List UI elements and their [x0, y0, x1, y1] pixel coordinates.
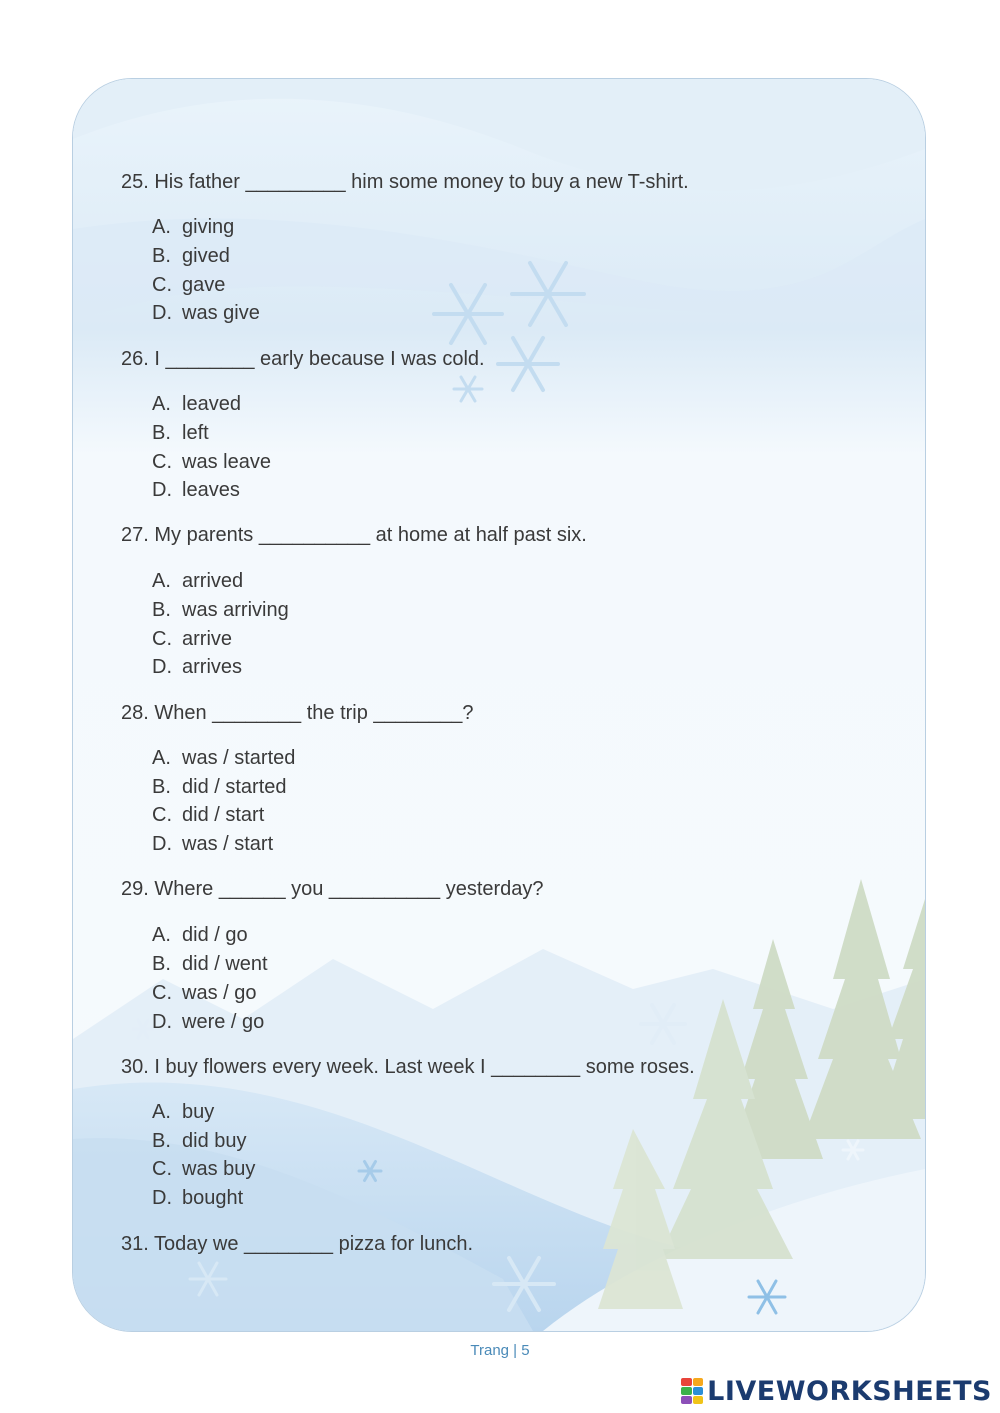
option-30-d[interactable]: D. bought: [152, 1187, 244, 1209]
option-28-d[interactable]: D. was / start: [152, 833, 274, 855]
option-29-c[interactable]: C. was / go: [152, 982, 257, 1004]
brand-name: LIVEWORKSHEETS: [707, 1375, 992, 1407]
option-25-a[interactable]: A. giving: [152, 216, 235, 238]
option-27-d[interactable]: D. arrives: [152, 656, 243, 678]
option-30-b[interactable]: B. did buy: [152, 1130, 247, 1152]
question-28: 28. When ________ the trip ________?: [121, 702, 474, 724]
option-25-d[interactable]: D. was give: [152, 302, 260, 324]
option-28-a[interactable]: A. was / started: [152, 747, 296, 769]
option-30-c[interactable]: C. was buy: [152, 1158, 256, 1180]
question-27: 27. My parents __________ at home at half past six.: [121, 524, 587, 546]
question-26: 26. I ________ early because I was cold.: [121, 348, 485, 370]
option-28-b[interactable]: B. did / started: [152, 776, 287, 798]
question-25: 25. His father _________ him some money to buy a new T-shirt.: [121, 171, 689, 193]
question-list: [73, 79, 925, 1331]
option-26-a[interactable]: A. leaved: [152, 393, 241, 415]
worksheet-card: [72, 78, 926, 1332]
liveworksheets-logo[interactable]: [681, 1374, 992, 1408]
page-number: Trang | 5: [470, 1342, 530, 1359]
option-30-a[interactable]: A. buy: [152, 1101, 215, 1123]
option-29-d[interactable]: D. were / go: [152, 1011, 265, 1033]
brand-icon: [681, 1378, 703, 1404]
option-26-b[interactable]: B. left: [152, 422, 209, 444]
option-28-c[interactable]: C. did / start: [152, 804, 265, 826]
option-27-b[interactable]: B. was arriving: [152, 599, 289, 621]
option-27-a[interactable]: A. arrived: [152, 570, 244, 592]
option-26-d[interactable]: D. leaves: [152, 479, 240, 501]
question-30: 30. I buy flowers every week. Last week I ________ some roses.: [121, 1056, 695, 1078]
option-26-c[interactable]: C. was leave: [152, 451, 271, 473]
option-25-b[interactable]: B. gived: [152, 245, 230, 267]
option-29-b[interactable]: B. did / went: [152, 953, 268, 975]
option-29-a[interactable]: A. did / go: [152, 924, 248, 946]
option-27-c[interactable]: C. arrive: [152, 628, 233, 650]
option-25-c[interactable]: C. gave: [152, 274, 226, 296]
question-29: 29. Where ______ you __________ yesterday?: [121, 878, 544, 900]
question-31: 31. Today we ________ pizza for lunch.: [121, 1233, 474, 1255]
